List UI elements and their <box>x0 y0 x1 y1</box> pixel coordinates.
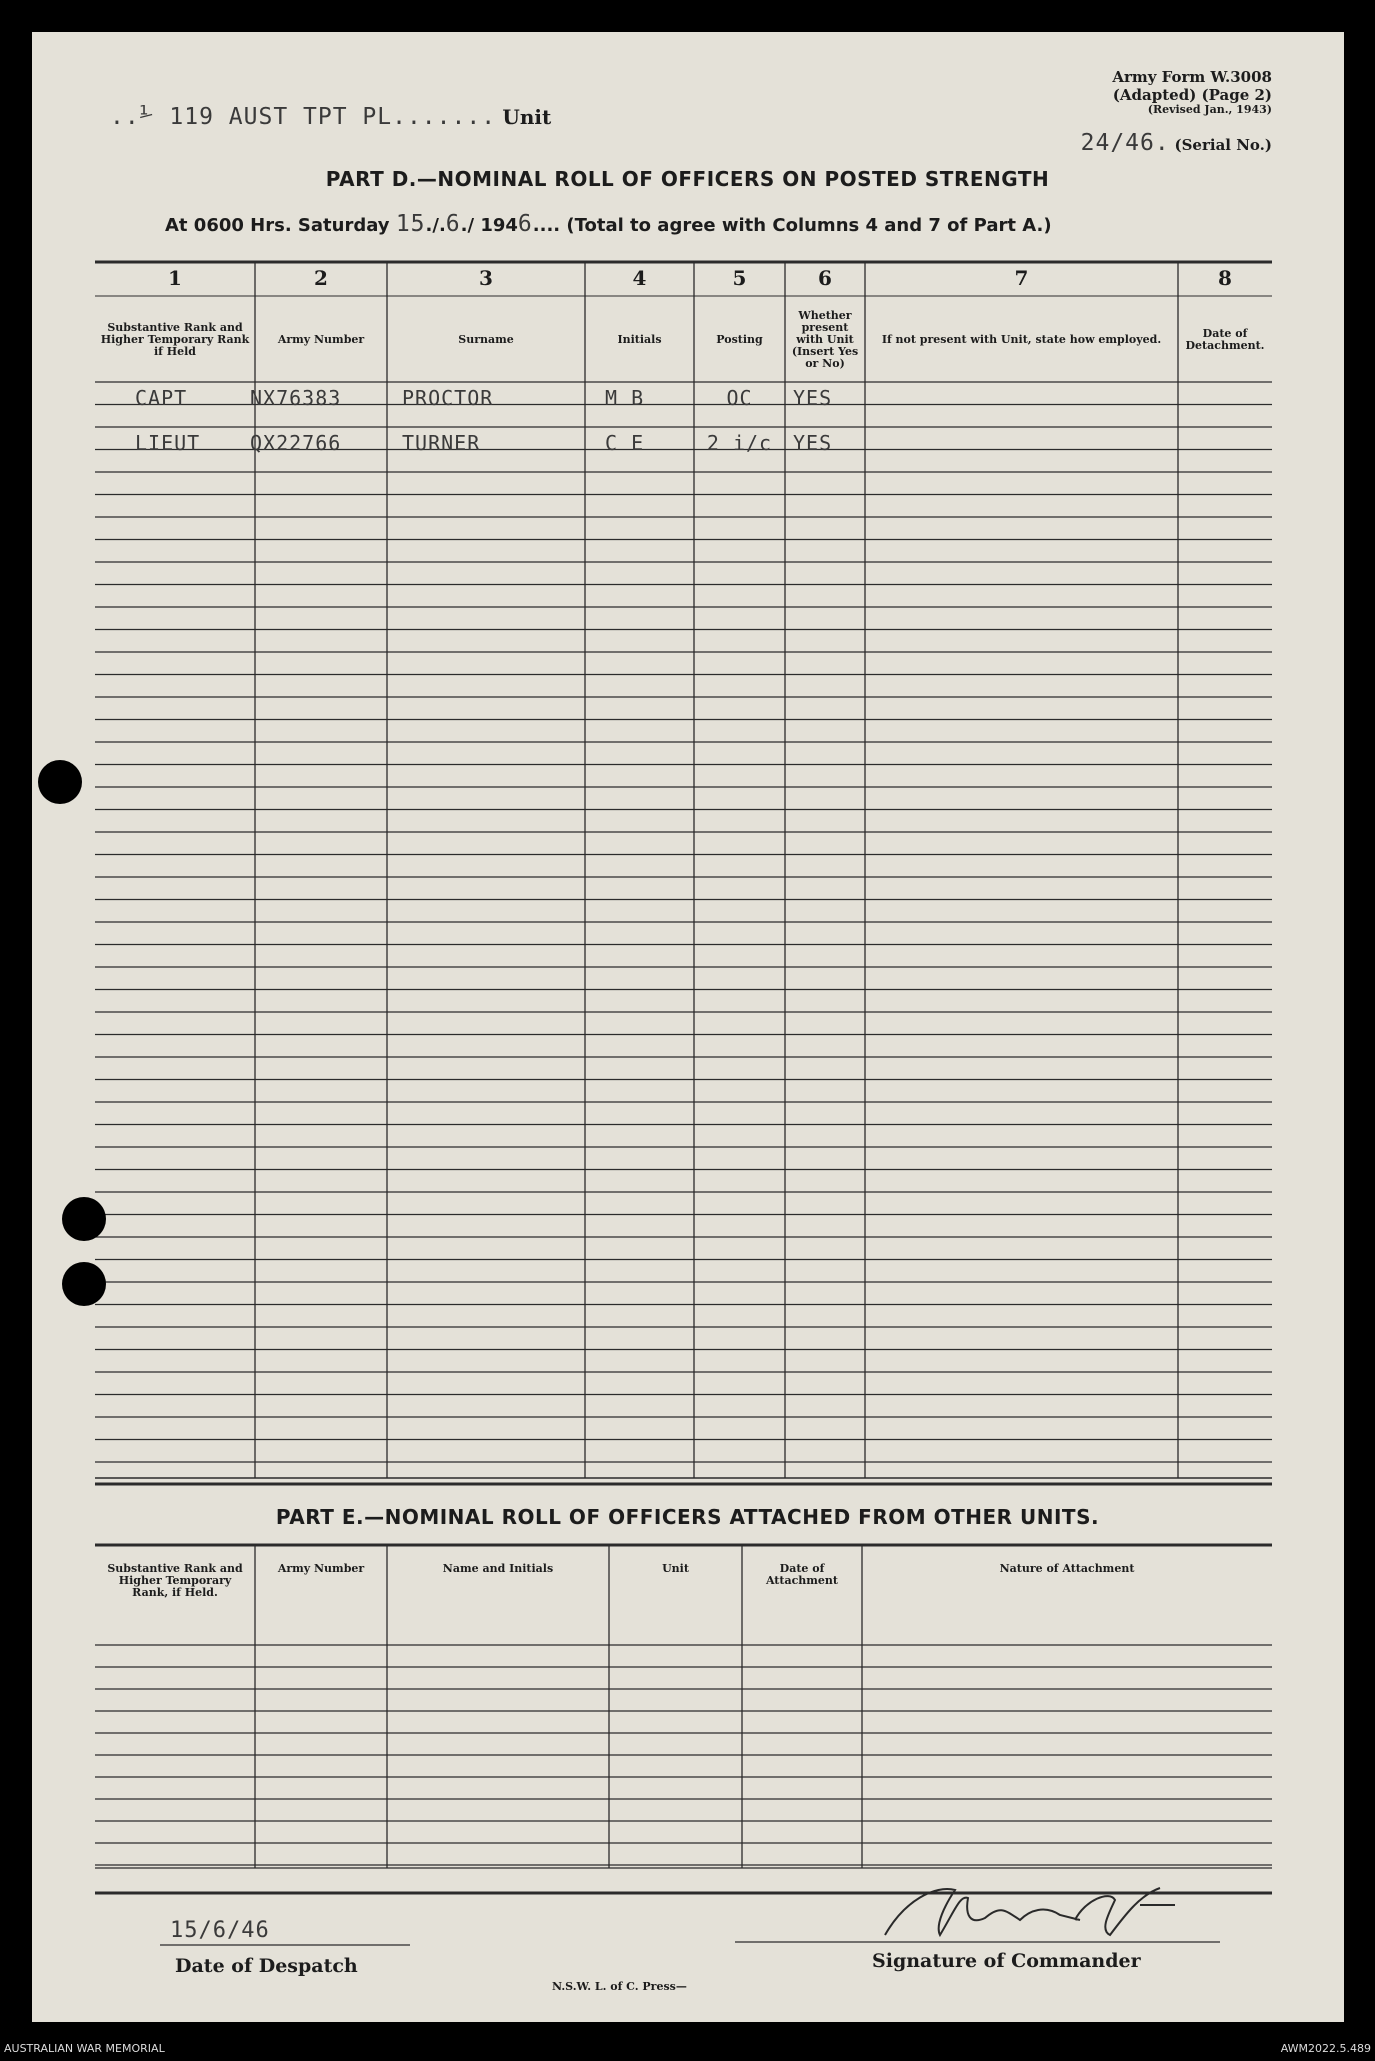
date-day: 15 <box>395 211 426 237</box>
column-header: Substantive Rank and Higher Temporary Rank, if Held. <box>107 1562 243 1599</box>
column-number: 3 <box>479 266 493 290</box>
table-cell-initials: M B <box>605 386 645 410</box>
column-header: Date of Detachment. <box>1185 327 1265 352</box>
date-month: 6 <box>445 211 461 237</box>
at-label: At 0600 Hrs. Saturday <box>165 215 390 236</box>
column-header: Army Number <box>277 1562 365 1575</box>
column-number: 5 <box>732 266 747 290</box>
table-cell-rank: CAPT <box>135 386 188 410</box>
serial-label: (Serial No.) <box>1174 136 1272 154</box>
column-header: Army Number <box>277 333 365 346</box>
table-cell-present: YES <box>793 431 833 455</box>
column-header: Posting <box>716 333 763 346</box>
part-e-title: PART E.—NOMINAL ROLL OF OFFICERS ATTACHED FROM OTHER UNITS. <box>275 1505 1100 1529</box>
date-year-suffix: 6 <box>517 211 533 237</box>
column-number: 1 <box>168 266 182 290</box>
form-number: Army Form W.3008 <box>1112 68 1272 86</box>
table-cell-posting: OC <box>726 386 753 410</box>
column-header: Substantive Rank and Higher Temporary Rank if Held <box>100 321 250 358</box>
archive-caption: AUSTRALIAN WAR MEMORIAL <box>4 2042 165 2055</box>
table-cell-rank: LIEUT <box>135 431 201 455</box>
total-note: (Total to agree with Columns 4 and 7 of Part A.) <box>566 215 1052 236</box>
date-year-prefix: 194 <box>480 215 518 236</box>
column-header: Unit <box>662 1562 689 1575</box>
table-cell-initials: C E <box>605 431 645 455</box>
despatch-value: 15/6/46 <box>170 1918 270 1943</box>
column-header: Nature of Attachment <box>999 1562 1135 1575</box>
column-number: 7 <box>1014 266 1029 290</box>
column-number: 6 <box>818 266 832 290</box>
column-header: Date of Attachment <box>765 1562 839 1587</box>
unit-dots: .. <box>110 104 140 130</box>
column-header: If not present with Unit, state how employed. <box>881 333 1162 346</box>
part-d-title: PART D.—NOMINAL ROLL OF OFFICERS ON POSTED STRENGTH <box>325 167 1050 191</box>
table-cell-number: NX76383 <box>250 386 342 410</box>
table-cell-present: YES <box>793 386 833 410</box>
unit-label: Unit <box>502 105 552 129</box>
table-cell-number: QX22766 <box>250 431 342 455</box>
column-number: 2 <box>314 266 328 290</box>
serial-value: 24/46. <box>1080 130 1170 156</box>
column-header: Initials <box>617 333 662 346</box>
column-number: 8 <box>1218 266 1232 290</box>
form-adapted: (Adapted) (Page 2) <box>1112 86 1272 104</box>
unit-value: ⅟ 119 AUST TPT PL <box>139 104 393 130</box>
column-header: Surname <box>458 333 514 346</box>
column-number: 4 <box>632 266 647 290</box>
archive-reference: AWM2022.5.489 <box>1280 2042 1371 2055</box>
table-cell-surname: PROCTOR <box>402 386 494 410</box>
column-header: Whether present with Unit (Insert Yes or No) <box>791 309 859 370</box>
table-cell-surname: TURNER <box>402 431 481 455</box>
unit-dots: ....... <box>392 104 497 130</box>
despatch-label: Date of Despatch <box>175 1955 358 1977</box>
column-header: Name and Initials <box>442 1562 554 1575</box>
date-line: At 0600 Hrs. Saturday 15./.6./ 1946.... (Total to agree with Columns 4 and 7 of Part A.) <box>165 211 1052 237</box>
printer-imprint: N.S.W. L. of C. Press— <box>552 1980 687 1993</box>
signature-label: Signature of Commander <box>872 1950 1141 1972</box>
form-revised: (Revised Jan., 1943) <box>1147 103 1272 116</box>
table-cell-posting: 2 i/c <box>706 431 773 455</box>
